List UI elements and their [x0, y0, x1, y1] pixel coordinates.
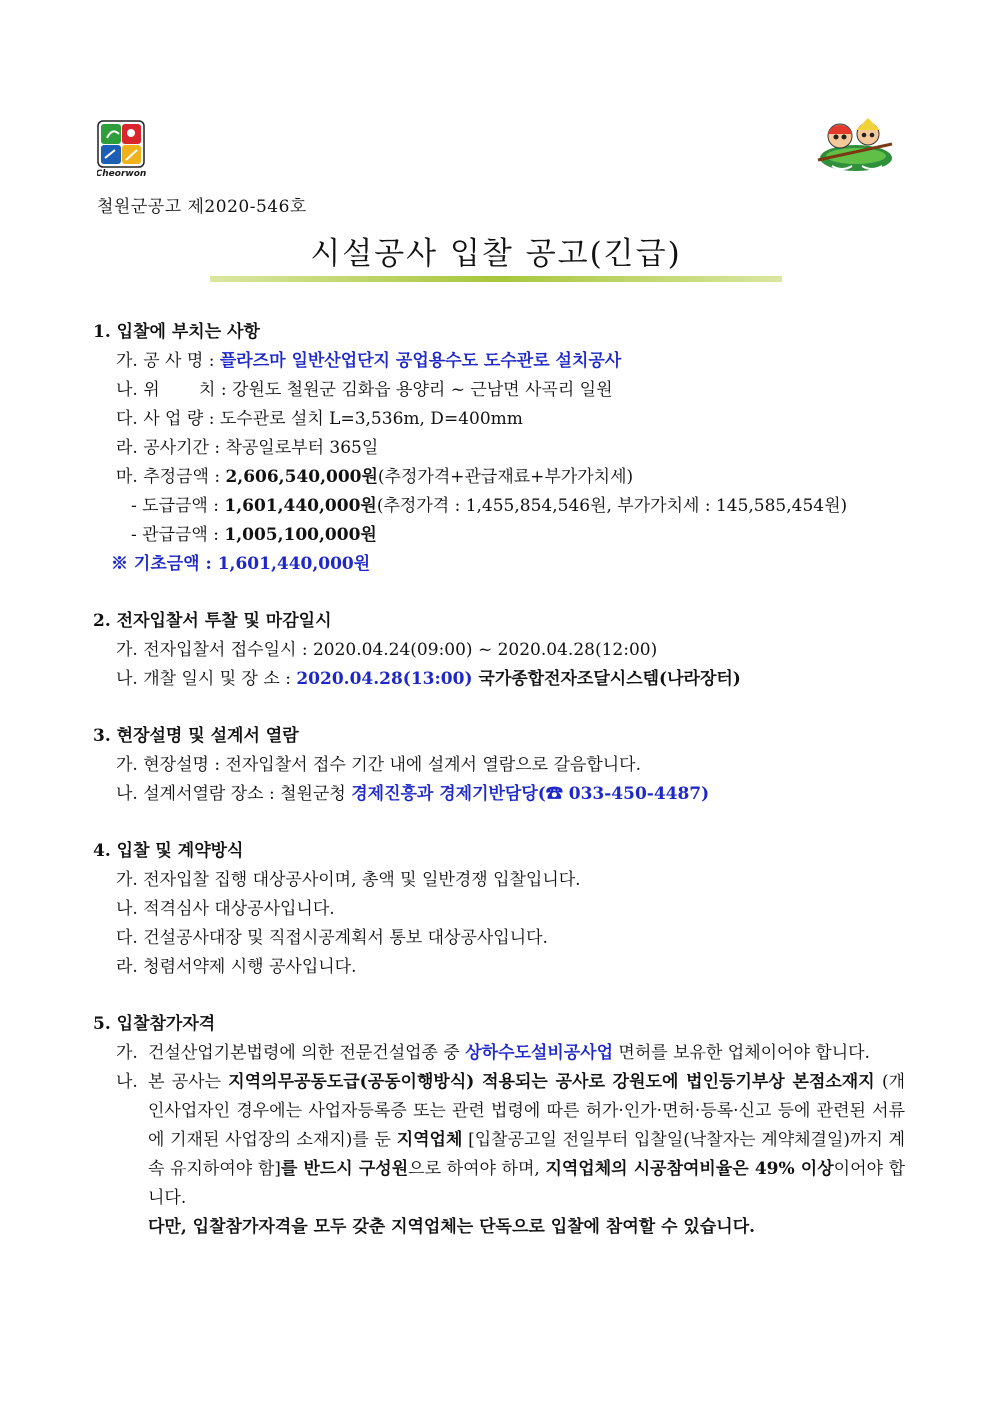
estimated-amount-value: 2,606,540,000원 [225, 467, 378, 487]
submission-period-value: 2020.04.24(09:00) ~ 2020.04.28(12:00) [312, 640, 658, 660]
site-briefing-row: 가. 현장설명 : 전자입찰서 접수 기간 내에 설계서 열람으로 갈음합니다. [116, 755, 641, 775]
location-value: 강원도 철원군 김화읍 용양리 ~ 근남면 사곡리 일원 [232, 380, 613, 400]
qualification-b-label: 나. [116, 1072, 138, 1092]
logo-text: Cheorwon [97, 169, 147, 178]
qualification-a-pre: 건설산업기본법령에 의한 전문건설업종 중 [148, 1043, 466, 1063]
submission-period-row [93, 636, 905, 665]
opening-date: 2020.04.28(13:00) [296, 669, 473, 689]
supplied-amount-row [93, 521, 905, 550]
qualification-a [93, 1039, 905, 1068]
method-d: 라. 청렴서약제 시행 공사입니다. [116, 957, 357, 977]
estimated-amount-row [93, 463, 905, 492]
qualification-b-text-1: 본 공사는 [148, 1072, 229, 1092]
duration-value: 착공일로부터 365일 [225, 438, 379, 458]
qualification-a-license: 상하수도설비공사업 [465, 1043, 614, 1063]
opening-row [93, 665, 905, 694]
project-name-value: 플라즈마 일반산업단지 공업용수도 도수관로 설치공사 [219, 351, 622, 371]
qualification-b-text-9: 이어야 합니다. [148, 1159, 905, 1208]
contract-amount-row [93, 492, 905, 521]
qualification-c-text: 다만, 입찰참가자격을 모두 갖춘 지역업체는 단독으로 입찰에 참여할 수 있습니다. [148, 1217, 756, 1237]
supplied-amount-value: 1,005,100,000원 [224, 525, 377, 545]
contract-amount-label: - 도급금액 : [131, 496, 225, 516]
duration-row [93, 434, 905, 463]
base-amount-row: ※ 기초금액 : 1,601,440,000원 [111, 554, 371, 574]
submission-period-label: 가. 전자입찰서 접수일시 : [116, 640, 313, 660]
method-c: 다. 건설공사대장 및 직접시공계획서 통보 대상공사입니다. [116, 928, 548, 948]
section-3-heading: 3. 현장설명 및 설계서 열람 [93, 726, 299, 746]
section-1-heading: 1. 입찰에 부치는 사항 [93, 322, 260, 342]
section-4-heading: 4. 입찰 및 계약방식 [93, 841, 244, 861]
page-title: 시설공사 입찰 공고(긴급) [310, 236, 682, 272]
contract-amount-note: (추정가격 : 1,455,854,546원, 부가가치세 : 145,585,454원) [376, 496, 848, 516]
qualification-b-text-8: 지역업체의 시공참여비율은 49% 이상 [545, 1159, 834, 1179]
opening-label: 나. 개찰 일시 및 장 소 : [116, 669, 297, 689]
design-review-label: 나. 설계서열람 장소 : 철원군청 [116, 784, 352, 804]
work-volume-value: 도수관로 설치 L=3,536m, D=400mm [219, 409, 523, 429]
mascot-image [812, 114, 898, 176]
notice-number: 철원군공고 제2020-546호 [97, 197, 307, 217]
work-volume-label: 다. 사 업 량 : [116, 409, 220, 429]
section-2-heading: 2. 전자입찰서 투찰 및 마감일시 [93, 611, 332, 631]
qualification-a-post: 면허를 보유한 업체이어야 합니다. [613, 1043, 870, 1063]
duration-label: 라. 공사기간 : [116, 438, 226, 458]
project-name-label: 가. 공 사 명 : [116, 351, 220, 371]
project-name-row [93, 347, 905, 376]
supplied-amount-label: - 관급금액 : [131, 525, 225, 545]
qualification-b-text-6: 를 반드시 구성원 [280, 1159, 409, 1179]
qualification-b-text-3: (개인사업자인 경우에는 사업자등록증 또는 관련 법령에 따른 허가·인가·면허·등록·신고 등에 관련된 서류에 기재된 사업장의 소재지)를 둔 [148, 1072, 905, 1150]
qualification-b-text-5: [입찰공고일 전일부터 입찰일(낙찰자는 계약체결일)까지 계속 유지하여야 함] [148, 1130, 906, 1179]
estimated-amount-note: (추정가격+관급재료+부가가치세) [377, 467, 634, 487]
estimated-amount-label: 마. 추정금액 : [116, 467, 226, 487]
location-row [93, 376, 905, 405]
contract-amount-value: 1,601,440,000원 [224, 496, 377, 516]
title-underline [210, 276, 782, 282]
qualification-b-text-2: 지역의무공동도급(공동이행방식) 적용되는 공사로 강원도에 법인등기부상 본점소재지 [228, 1072, 875, 1092]
cheorwon-logo [97, 120, 147, 178]
qualification-a-label: 가. [116, 1043, 138, 1063]
location-label: 나. 위 치 : [116, 380, 233, 400]
design-review-contact: 경제진흥과 경제기반담당(☎ 033-450-4487) [351, 784, 710, 804]
notice-body [93, 318, 905, 1242]
section-5-heading: 5. 입찰참가자격 [93, 1014, 216, 1034]
qualification-b-text-4: 지역업체 [396, 1130, 463, 1150]
design-review-row [93, 780, 905, 809]
method-a: 가. 전자입찰 집행 대상공사이며, 총액 및 일반경쟁 입찰입니다. [116, 870, 581, 890]
qualification-b [93, 1068, 905, 1242]
qualification-b-text-7: 으로 하여야 하며, [408, 1159, 546, 1179]
work-volume-row [93, 405, 905, 434]
opening-place: 국가종합전자조달시스템(나라장터) [472, 669, 741, 689]
method-b: 나. 적격심사 대상공사입니다. [116, 899, 335, 919]
